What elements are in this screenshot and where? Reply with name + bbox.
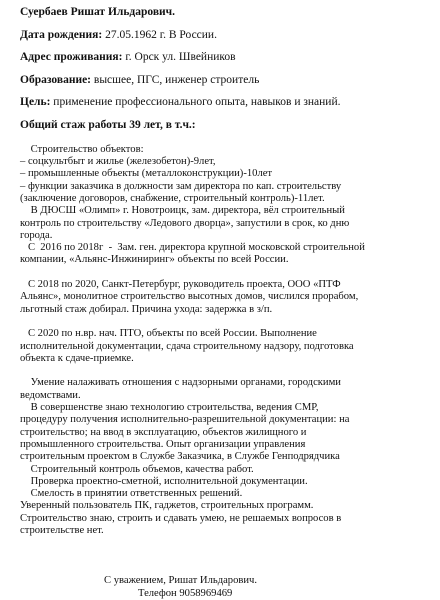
education-label: Образование:: [20, 73, 92, 86]
body-line: Строительство объектов:: [20, 143, 144, 155]
body-line: города.: [20, 229, 53, 241]
experience-heading: Общий стаж работы 39 лет, в т.ч.:: [20, 118, 196, 131]
blank-line: [20, 316, 436, 328]
body-line: Альянс», монолитное строительство высотных домов, числился прорабом,: [20, 291, 359, 303]
body-line: С 2016 по 2018г - Зам. ген. директора крупной московской строительной: [20, 242, 365, 254]
birth-date-value: 27.05.1962 г. В России.: [102, 28, 217, 41]
birth-date-row: [20, 29, 436, 42]
body-line: (заключение договоров, снабжение, строительный контроль)-11лет.: [20, 192, 325, 204]
body-line: В совершенстве знаю технологию строительства, ведения СМР,: [20, 402, 319, 414]
goal-label: Цель:: [20, 96, 51, 108]
goal-row: [20, 96, 436, 109]
body-line: строительстве нет.: [20, 525, 104, 536]
closing-phone: Телефон 9058969469: [138, 588, 233, 599]
address-label: Адрес проживания:: [20, 51, 123, 63]
body-line: Умение налаживать отношения с надзорными органами, городскими: [20, 377, 341, 389]
body-line: С 2020 по н.вр. нач. ПТО, объекты по всей России. Выполнение: [20, 328, 317, 340]
blank-line: [20, 365, 436, 377]
body-line: компании, «Альянс-Инжиниринг» объекты по всей России.: [20, 254, 289, 266]
education-row: [20, 74, 436, 87]
body-line: – функции заказчика в должности зам директора по кап. строительству: [20, 180, 342, 192]
body-line: – соцкультбыт и жилье (железобетон)-9лет,: [20, 156, 216, 168]
blank-line: [20, 132, 436, 144]
body-line: строительство; на ввод в эксплуатацию, объектов жилищного и: [20, 426, 307, 438]
body-line: объекта к сдаче-приемке.: [20, 352, 134, 364]
education-value: высшее, ПГС, инженер строитель: [91, 73, 260, 86]
body-line: строительным проектом в Службе Заказчика, в Службе Генподрядчика: [20, 451, 340, 463]
address-value: г. Орск ул. Швейников: [122, 51, 236, 63]
resume-name: Суербаев Ришат Ильдарович.: [20, 6, 176, 18]
body-line: контроль по строительству «Ледового дворца», запустили в срок, ко дню: [20, 217, 350, 229]
resume-body: [20, 132, 436, 538]
goal-value: применение профессионального опыта, навыков и знаний.: [50, 96, 341, 108]
body-line: Уверенный пользователь ПК, гаджетов, строительных программ.: [20, 500, 314, 512]
resume-document: [20, 6, 436, 537]
body-line: процедуру получения исполнительно-разрешительной документации: на: [20, 414, 350, 426]
body-line: Смелость в принятии ответственных решений.: [20, 488, 243, 500]
body-line: исполнительной документации, сдача строительному надзору, подготовка: [20, 340, 354, 352]
body-line: В ДЮСШ «Олимп» г. Новотроицк, зам. директора, вёл строительный: [20, 205, 345, 217]
body-line: Строительный контроль объемов, качества работ.: [20, 463, 254, 475]
body-line: Проверка проектно-сметной, исполнительной документации.: [20, 475, 308, 487]
blank-line: [20, 267, 436, 279]
birth-date-label: Дата рождения:: [20, 28, 103, 41]
body-line: льготный стаж добирал. Причина ухода: задержка в з/п.: [20, 303, 273, 315]
body-line: – промышленные объекты (металлоконструкции)-10лет: [20, 168, 273, 180]
body-line: С 2018 по 2020, Санкт-Петербург, руководитель проекта, ООО «ПТФ: [20, 279, 341, 291]
body-line: промышленного строительства. Опыт организации управления: [20, 438, 306, 450]
closing-regards: С уважением, Ришат Ильдарович.: [104, 575, 258, 586]
body-line: ведомствами.: [20, 389, 81, 401]
address-row: [20, 51, 436, 64]
body-line: Строительство знаю, строить и сдавать умею, не решаемых вопросов в: [20, 512, 342, 524]
